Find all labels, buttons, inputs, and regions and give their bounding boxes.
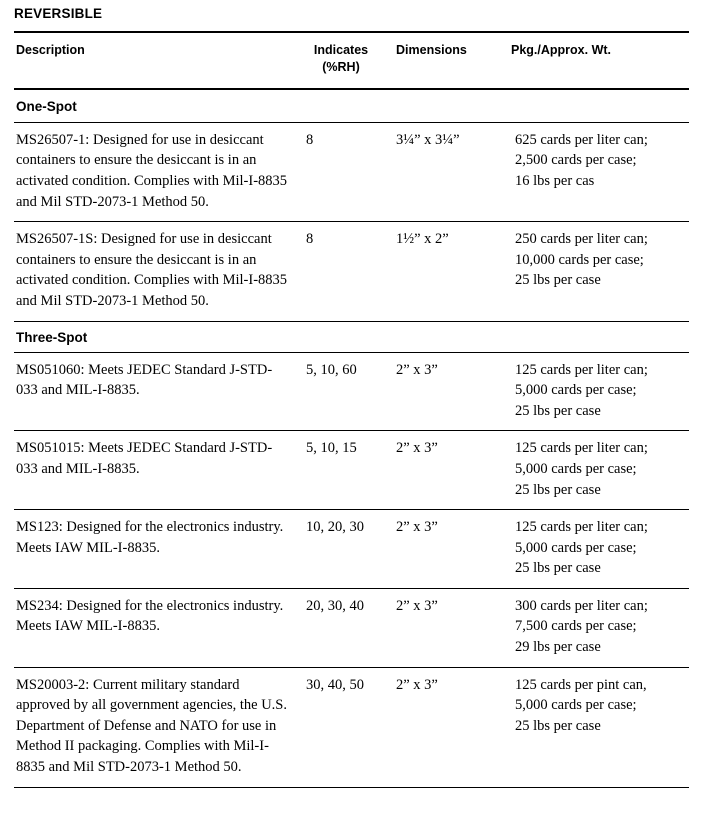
group-header-row [14,321,689,352]
cell-dimensions: 2” x 3” [394,667,509,787]
cell-pkg-line: 125 cards per liter can; [515,519,648,536]
cell-indicates: 8 [304,122,394,221]
cell-description: MS051015: Meets JEDEC Standard J-STD-033 and MIL-I-8835. [14,431,304,510]
cell-pkg-line: 5,000 cards per case; [515,461,637,477]
cell-pkg-line: 25 lbs per case [515,560,601,577]
cell-pkg-line: 250 cards per liter can; [515,231,648,248]
cell-pkg-line: 25 lbs per case [515,402,601,419]
cell-pkg-line: 7,500 cards per case; [515,618,637,635]
group-label-three-spot: Three-Spot [14,321,689,352]
table-header-row [14,32,689,89]
reversible-products-table [14,31,689,788]
cell-description: MS26507-1: Designed for use in desiccant containers to ensure the desiccant is in an activated condition. Complies with Mil-I-8835 and Mil STD-2073-1 Method 50. [14,122,304,221]
cell-pkg [509,667,689,787]
cell-indicates: 5, 10, 60 [304,352,394,431]
cell-description: MS051060: Meets JEDEC Standard J-STD-033 and MIL-I-8835. [14,352,304,431]
cell-pkg-line: 125 cards per liter can; [515,440,648,457]
column-header-indicates-line2: (%RH) [322,59,360,74]
cell-dimensions: 1½” x 2” [394,222,509,321]
cell-pkg [509,122,689,221]
cell-pkg-line: 125 cards per liter can; [515,361,648,378]
cell-pkg [509,510,689,589]
table-row [14,431,689,510]
cell-pkg-line: 10,000 cards per case; [515,251,644,268]
cell-dimensions: 2” x 3” [394,352,509,431]
column-header-indicates [304,32,394,89]
cell-pkg-line: 300 cards per liter can; [515,597,648,614]
cell-pkg-line: 5,000 cards per case; [515,382,637,399]
cell-dimensions: 3¼” x 3¼” [394,122,509,221]
page-title: REVERSIBLE [14,6,103,21]
group-header-row [14,89,689,123]
cell-pkg-line: 125 cards per pint can, [515,676,647,693]
column-header-description: Description [14,32,304,89]
column-header-pkg: Pkg./Approx. Wt. [509,32,689,89]
table-row [14,510,689,589]
cell-pkg-line: 5,000 cards per case; [515,539,637,556]
cell-indicates: 5, 10, 15 [304,431,394,510]
cell-indicates: 20, 30, 40 [304,588,394,667]
column-header-dimensions: Dimensions [394,32,509,89]
column-header-indicates-line1: Indicates [313,43,369,57]
cell-pkg [509,352,689,431]
group-label-one-spot: One-Spot [14,89,689,123]
table-row [14,352,689,431]
table-header [14,32,689,89]
table-row [14,588,689,667]
cell-pkg-line: 5,000 cards per case; [515,697,637,714]
cell-pkg-line: 25 lbs per case [515,272,601,289]
table-row [14,667,689,787]
cell-pkg [509,222,689,321]
cell-pkg [509,588,689,667]
cell-pkg-line: 2,500 cards per case; [515,152,637,169]
cell-pkg-line: 25 lbs per case [515,481,601,498]
cell-indicates: 8 [304,222,394,321]
cell-pkg-line: 625 cards per liter can; [515,131,648,148]
cell-pkg-line: 29 lbs per case [515,639,601,656]
table-row [14,222,689,321]
cell-dimensions: 2” x 3” [394,431,509,510]
cell-pkg-line: 16 lbs per cas [515,173,595,190]
cell-dimensions: 2” x 3” [394,510,509,589]
cell-indicates: 30, 40, 50 [304,667,394,787]
cell-description: MS26507-1S: Designed for use in desiccant containers to ensure the desiccant is in an activated condition. Complies with Mil-I-8835 and Mil STD-2073-1 Method 50. [14,222,304,321]
cell-description: MS20003-2: Current military standard approved by all government agencies, the U.S. Department of Defense and NATO for use in Method II packaging. Complies with Mil-I-8835 and Mil STD-2073-1 Method 50. [14,667,304,787]
cell-description: MS234: Designed for the electronics industry. Meets IAW MIL-I-8835. [14,588,304,667]
cell-pkg [509,431,689,510]
cell-indicates: 10, 20, 30 [304,510,394,589]
table-row [14,122,689,221]
cell-dimensions: 2” x 3” [394,588,509,667]
table-body [14,89,689,787]
cell-description: MS123: Designed for the electronics industry. Meets IAW MIL-I-8835. [14,510,304,589]
cell-pkg-line: 25 lbs per case [515,717,601,734]
